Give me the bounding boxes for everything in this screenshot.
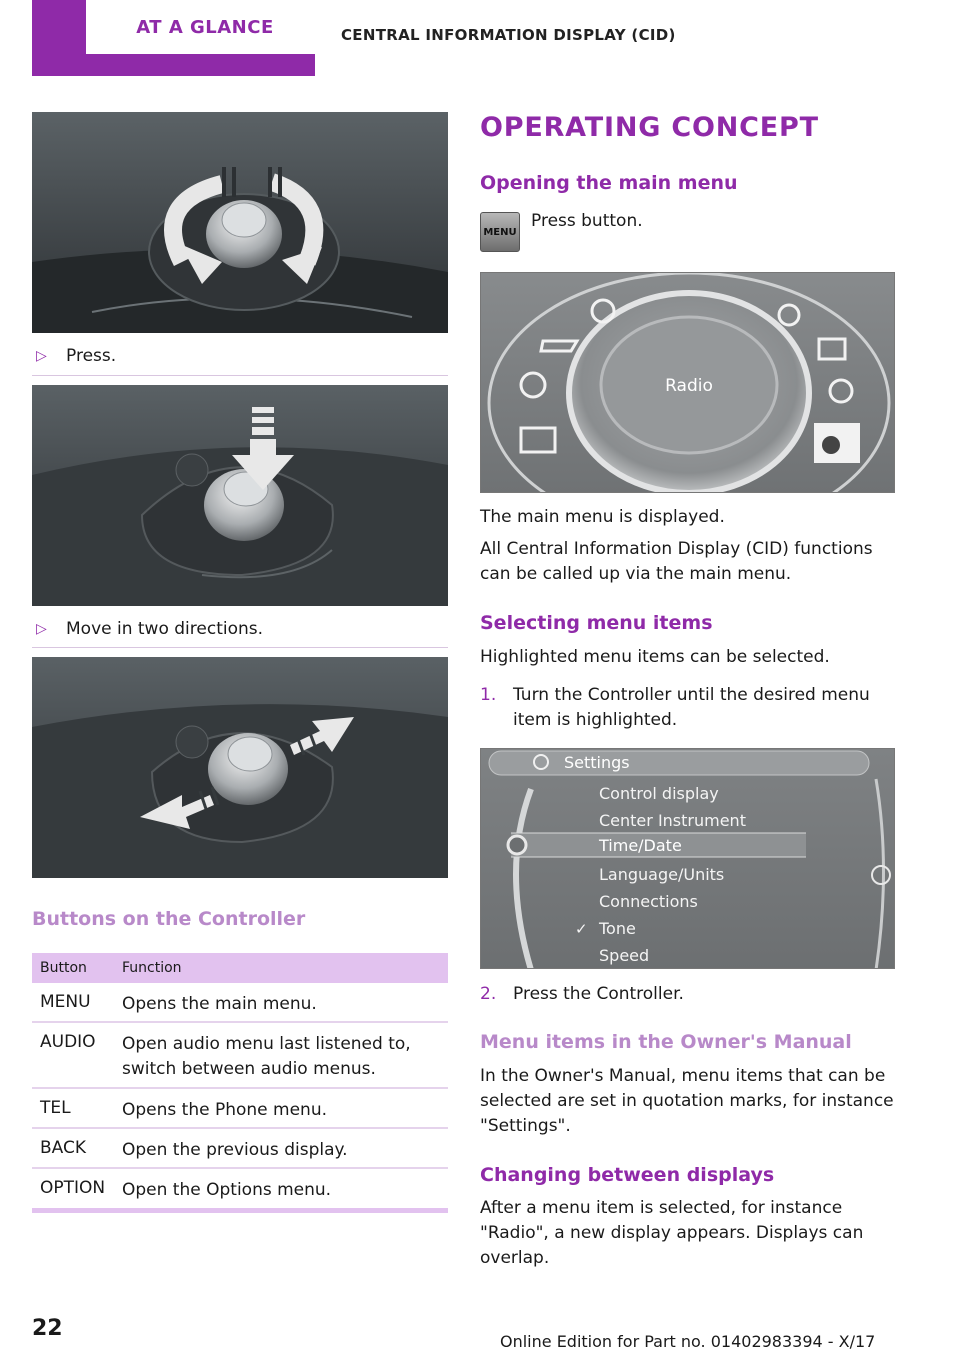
step-text: Press the Controller.: [513, 984, 684, 1004]
step-2: [480, 982, 905, 1008]
bullet-move: [32, 619, 263, 639]
settings-item: Language/Units: [599, 865, 725, 884]
selecting-text: Highlighted menu items can be selected.: [480, 647, 830, 667]
table-cell-button: OPTION: [40, 1178, 106, 1198]
controller-press-image: [32, 385, 448, 606]
bullet-text: Press.: [66, 346, 117, 366]
table-row: [32, 1089, 448, 1129]
table-cell-function: Open the previous display.: [122, 1140, 348, 1160]
table-row: [32, 983, 448, 1023]
header-tab-inner: [86, 0, 324, 54]
table-cell-button: MENU: [40, 992, 91, 1012]
selecting-heading: Selecting menu items: [480, 612, 713, 634]
menu-button-icon: [480, 212, 520, 252]
settings-title: Settings: [564, 753, 630, 772]
press-button-text: Press button.: [531, 211, 643, 231]
bullet-triangle-icon: ▷: [36, 621, 47, 637]
table-bottom-rule: [32, 1208, 448, 1213]
divider: [32, 375, 448, 376]
table-cell-button: AUDIO: [40, 1032, 96, 1052]
opening-heading: Opening the main menu: [480, 172, 738, 194]
settings-screenshot: [480, 748, 895, 969]
table-cell-function: Opens the main menu.: [122, 994, 317, 1014]
settings-item: Center Instrument: [599, 811, 746, 830]
menu-button-label: MENU: [483, 226, 517, 238]
table-header-function: Function: [122, 960, 182, 976]
table-row: [32, 1169, 448, 1208]
selection-knob-icon: [508, 836, 526, 854]
bullet-triangle-icon: ▷: [36, 348, 47, 364]
step-text: Turn the Controller until the desired menu item is highlighted.: [513, 685, 870, 730]
manual-heading: Menu items in the Owner's Manual: [480, 1031, 852, 1053]
table-cell-function: Open the Options menu.: [122, 1180, 332, 1200]
divider: [32, 647, 448, 648]
settings-item: Tone: [599, 919, 636, 938]
bullet-press: [32, 346, 116, 366]
table-cell-function: Opens the Phone menu.: [122, 1100, 328, 1120]
step-1: [480, 683, 905, 735]
table-cell-function: Open audio menu last listened to, switch between audio menus.: [122, 1034, 411, 1079]
edition-text: Online Edition for Part no. 01402983394 - X/17: [500, 1332, 876, 1351]
step-number: 2.: [480, 984, 497, 1004]
header-tab: [32, 0, 315, 76]
changing-text: After a menu item is selected, for instance "Radio", a new display appears. Displays can overlap.: [480, 1198, 864, 1268]
section-title: CENTRAL INFORMATION DISPLAY (CID): [341, 26, 676, 44]
table-header: [32, 953, 448, 983]
settings-item-selected: Time/Date: [599, 836, 682, 855]
header-tab-label: AT A GLANCE: [136, 16, 274, 38]
table-cell-button: TEL: [40, 1098, 71, 1118]
table-row: [32, 1129, 448, 1169]
radio-label: Radio: [665, 376, 713, 396]
bullet-text: Move in two directions.: [66, 619, 264, 639]
settings-item: Control display: [599, 784, 719, 803]
table-cell-button: BACK: [40, 1138, 87, 1158]
settings-item: Connections: [599, 892, 698, 911]
main-menu-displayed-text: The main menu is displayed.: [480, 507, 725, 527]
table-row: [32, 1023, 448, 1089]
page-number: 22: [32, 1316, 63, 1341]
step-number: 1.: [480, 685, 497, 705]
checkmark-icon: ✓: [575, 920, 588, 938]
page-title: OPERATING CONCEPT: [480, 112, 819, 143]
table-header-button: Button: [40, 960, 87, 976]
settings-item: Speed: [599, 946, 650, 965]
controller-move-image: [32, 657, 448, 878]
changing-heading: Changing between displays: [480, 1164, 775, 1186]
manual-text: In the Owner's Manual, menu items that can be selected are set in quotation marks, for instance "Settings".: [480, 1066, 894, 1136]
all-functions-text: All Central Information Display (CID) functions can be called up via the main menu.: [480, 539, 873, 584]
buttons-heading: Buttons on the Controller: [32, 908, 306, 930]
main-menu-screenshot: [480, 272, 895, 493]
controller-rotate-image: [32, 112, 448, 333]
